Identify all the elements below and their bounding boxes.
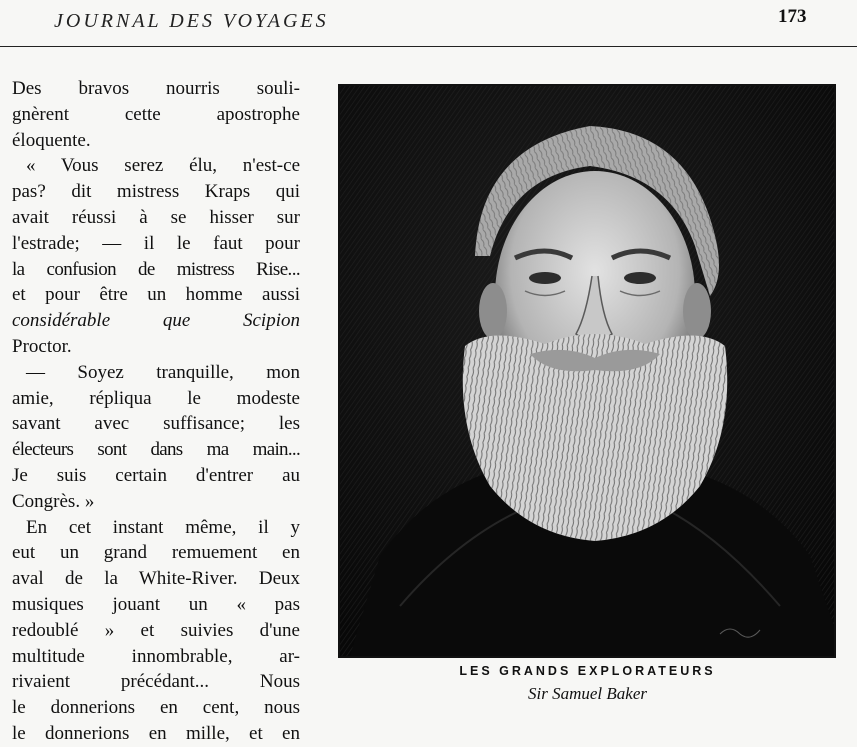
text-line: eut un grand remuement en	[12, 542, 300, 564]
text-line: En cet instant même, il y	[26, 516, 300, 538]
text-line: et pour être un homme aussi	[12, 284, 300, 306]
text-line: le donnerions en mille, et en	[12, 722, 300, 744]
text-line: gnèrent cette apostrophe	[12, 103, 300, 125]
text-line: Proctor.	[12, 335, 72, 357]
text-column	[12, 76, 300, 747]
text-line: considérable que Scipion	[12, 310, 300, 332]
text-line: l'estrade; — il le faut pour	[12, 232, 300, 254]
text-line: éloquente.	[12, 129, 91, 151]
text-line: savant avec suffisance; les	[12, 413, 300, 435]
text-line: « Vous serez élu, n'est-ce	[26, 155, 300, 177]
text-line: amie, répliqua le modeste	[12, 387, 300, 409]
caption-subtitle: Sir Samuel Baker	[528, 684, 647, 703]
text-line: la confusion de mistress Rise...	[12, 258, 300, 280]
text-line: redoublé » et suivies d'une	[12, 619, 300, 641]
caption-title: LES GRANDS EXPLORATEURS	[459, 664, 716, 678]
text-line: pas? dit mistress Kraps qui	[12, 181, 300, 203]
text-line: aval de la White-River. Deux	[12, 568, 300, 590]
text-line: Des bravos nourris souli-	[12, 78, 300, 99]
text-line: rivaient précédant... Nous	[12, 671, 300, 693]
text-line: multitude innombrable, ar-	[12, 645, 300, 667]
text-line: électeurs sont dans ma main...	[12, 439, 300, 461]
page-number: 173	[778, 6, 807, 27]
text-line: avait réussi à se hisser sur	[12, 206, 300, 228]
portrait-engraving	[340, 86, 834, 656]
text-line: — Soyez tranquille, mon	[26, 361, 300, 383]
text-line: Je suis certain d'entrer au	[12, 464, 300, 486]
portrait-illustration	[338, 84, 836, 658]
text-line: Congrès. »	[12, 490, 95, 512]
running-header-title: JOURNAL DES VOYAGES	[54, 10, 329, 32]
text-line: musiques jouant un « pas	[12, 593, 300, 615]
text-line: le donnerions en cent, nous	[12, 697, 300, 719]
header-rule	[0, 46, 857, 47]
